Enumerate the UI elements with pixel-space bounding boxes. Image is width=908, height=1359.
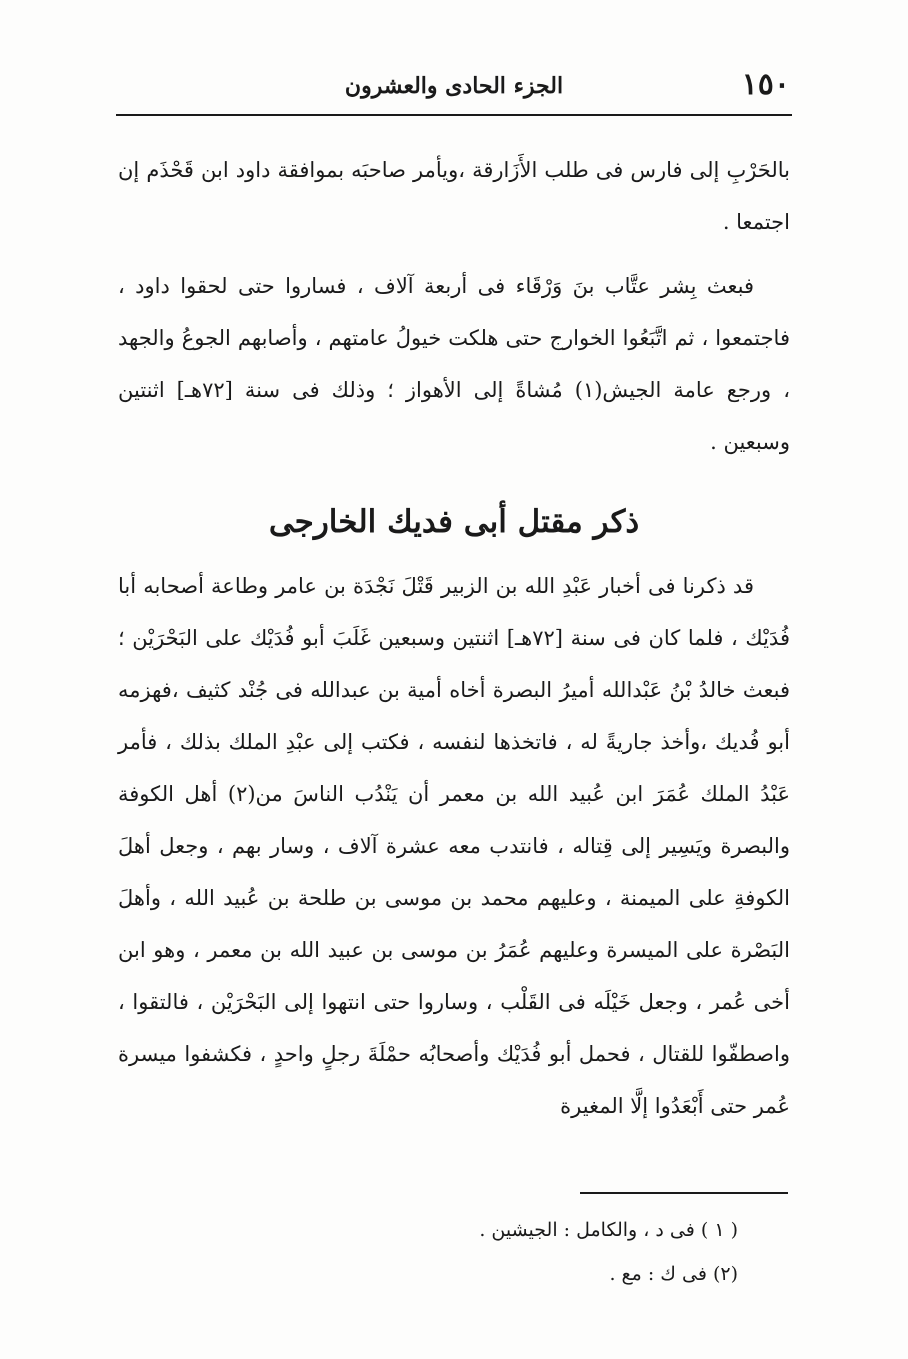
section-heading: ذكر مقتل أبى فديك الخارجى <box>268 504 640 540</box>
paragraph-3: قد ذكرنا فى أخبار عَبْدِ الله بن الزبير قَتْلَ نَجْدَة بن عامر وطاعة أصحابه أبا فُدَيْك ، فلما كان فى سنة [٧٢هـ] اثنتين وسبعين غَلَبَ أبو فُدَيْك على البَحْرَيْن ؛فبعث خالدُ بْنُ عَبْدالله أميرُ البصرة أخاه أمية بن عبدالله فى جُنْد كثيف ،فهزمه أبو فُديك ،وأخذ جاريةً له ، فاتخذها لنفسه ، فكتب إلى عبْدِ الملك بذلك ، فأمر عَبْدُ الملك عُمَرَ ابن عُبيد الله بن معمر أن يَنْدُب الناسَ من(٢) أهل الكوفة والبصرة ويَسِير إلى قِتاله ، فانتدب معه عشرة آلاف ، وسار بهم ، وجعل أهلَ الكوفةِ على الميمنة ، وعليهم محمد بن موسى بن طلحة بن عُبيد الله ، وأهلَ البَصْرة على الميسرة وعليهم عُمَرُ بن موسى بن عبيد الله بن معمر ، وهو ابن أخى عُمر ، وجعل خَيْلَه فى القَلْب ، وساروا حتى انتهوا إلى البَحْرَيْن ، فالتقوا ، واصطفّوا للقتال ، فحمل أبو فُدَيْك وأصحابُه حمْلَةَ رجلٍ واحدٍ ، فكشفوا ميسرة عُمر حتى أَبْعَدُوا إلَّا المغيرة <box>118 574 790 1118</box>
footnote-2: (٢) فى ك : مع . <box>609 1263 738 1285</box>
paragraph-2: فبعث بِشر عتَّاب بنَ وَرْقَاء فى أربعة آلاف ، فساروا حتى لحقوا داود ، فاجتمعوا ، ثم اتَّبَعُوا الخوارج حتى هلكت خيولُ عامتهم ، وأصابهم الجوعُ والجهد ، ورجع عامة الجيش(١) مُشاةً إلى الأهواز ؛ وذلك فى سنة [٧٢هـ] اثنتين وسبعين . <box>118 274 790 454</box>
main-text <box>118 144 790 1144</box>
footnote-1: ( ١ ) فى د ، والكامل : الجيشين . <box>479 1219 738 1241</box>
running-header <box>118 62 790 110</box>
page-number: ١٥٠ <box>741 67 790 102</box>
running-title: الجزء الحادى والعشرون <box>344 73 564 99</box>
footnote-divider <box>580 1192 788 1194</box>
footnotes <box>118 1208 738 1296</box>
header-divider <box>116 114 792 116</box>
paragraph-1: بالحَرْبِ إلى فارس فى طلب الأَزَارقة ،ويأمر صاحبَه بموافقة داود ابن قَحْذَم إن اجتمعا . <box>118 158 790 234</box>
